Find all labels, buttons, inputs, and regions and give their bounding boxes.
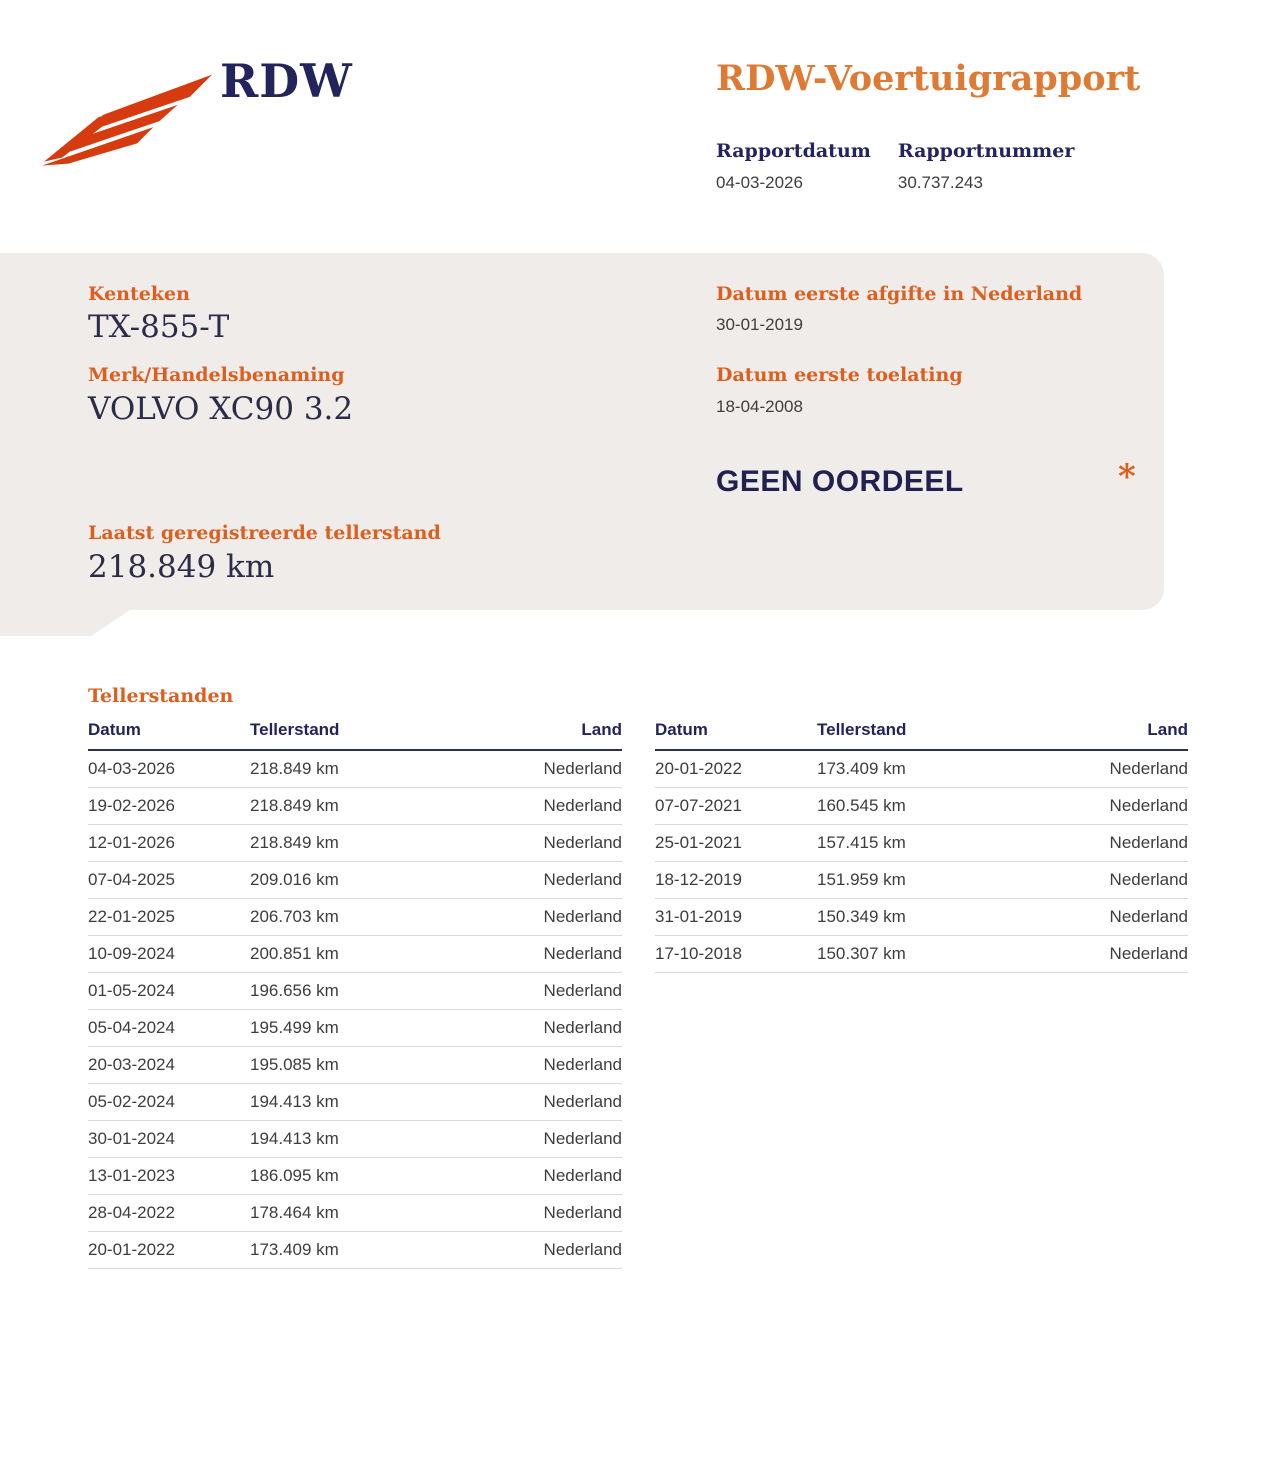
cell-land: Nederland <box>543 833 622 852</box>
cell-tellerstand: 150.307 km <box>817 944 906 963</box>
cell-tellerstand: 151.959 km <box>817 870 906 889</box>
cell-datum: 20-01-2022 <box>655 759 742 778</box>
cell-datum: 10-09-2024 <box>88 944 175 963</box>
cell-datum: 07-07-2021 <box>655 796 742 815</box>
cell-datum: 01-05-2024 <box>88 981 175 1000</box>
verdict-asterisk: * <box>1118 457 1136 497</box>
column-header-tellerstand: Tellerstand <box>250 720 340 739</box>
column-header-datum: Datum <box>88 720 141 739</box>
table-row <box>88 936 622 973</box>
cell-land: Nederland <box>1109 833 1188 852</box>
cell-land: Nederland <box>1109 796 1188 815</box>
eerste-toelating-value: 18-04-2008 <box>716 397 803 416</box>
cell-tellerstand: 195.499 km <box>250 1018 339 1037</box>
cell-land: Nederland <box>543 1240 622 1259</box>
table-row <box>655 936 1188 973</box>
cell-datum: 13-01-2023 <box>88 1166 175 1185</box>
table-body-right <box>655 751 1188 973</box>
table-row <box>655 825 1188 862</box>
cell-land: Nederland <box>543 759 622 778</box>
cell-tellerstand: 218.849 km <box>250 759 339 778</box>
cell-land: Nederland <box>543 1092 622 1111</box>
cell-land: Nederland <box>1109 907 1188 926</box>
cell-tellerstand: 173.409 km <box>250 1240 339 1259</box>
cell-tellerstand: 186.095 km <box>250 1166 339 1185</box>
table-header-row <box>655 714 1188 751</box>
cell-datum: 22-01-2025 <box>88 907 175 926</box>
eerste-afgifte-label: Datum eerste afgifte in Nederland <box>716 283 1083 305</box>
table-row <box>88 899 622 936</box>
column-header-datum: Datum <box>655 720 708 739</box>
tellerstand-label: Laatst geregistreerde tellerstand <box>88 522 441 544</box>
table-row <box>88 1195 622 1232</box>
report-number-label: Rapportnummer <box>897 140 1075 162</box>
cell-land: Nederland <box>543 1203 622 1222</box>
verdict-text: GEEN OORDEEL <box>716 465 964 498</box>
rdw-logo-text: RDW <box>220 54 353 108</box>
table-row <box>655 899 1188 936</box>
vehicle-summary-panel <box>0 253 1164 610</box>
cell-land: Nederland <box>1109 944 1188 963</box>
eerste-toelating-label: Datum eerste toelating <box>716 364 963 386</box>
cell-datum: 04-03-2026 <box>88 759 175 778</box>
cell-tellerstand: 178.464 km <box>250 1203 339 1222</box>
table-row <box>88 751 622 788</box>
eerste-afgifte-value: 30-01-2019 <box>716 315 803 334</box>
column-header-tellerstand: Tellerstand <box>817 720 907 739</box>
cell-tellerstand: 218.849 km <box>250 796 339 815</box>
kenteken-label: Kenteken <box>88 283 190 305</box>
report-number-block <box>898 140 1075 193</box>
cell-datum: 07-04-2025 <box>88 870 175 889</box>
tellerstanden-heading: Tellerstanden <box>88 685 234 707</box>
cell-tellerstand: 200.851 km <box>250 944 339 963</box>
table-row <box>655 862 1188 899</box>
cell-tellerstand: 194.413 km <box>250 1092 339 1111</box>
column-header-land: Land <box>1147 720 1188 739</box>
tellerstanden-table-left <box>88 714 622 1269</box>
cell-datum: 20-01-2022 <box>88 1240 175 1259</box>
report-title: RDW-Voertuigrapport <box>716 58 1141 99</box>
cell-land: Nederland <box>543 981 622 1000</box>
cell-tellerstand: 173.409 km <box>817 759 906 778</box>
tellerstanden-table-right <box>655 714 1188 973</box>
table-row <box>88 1010 622 1047</box>
report-date-value: 04-03-2026 <box>716 173 803 192</box>
cell-land: Nederland <box>543 1018 622 1037</box>
table-row <box>88 1158 622 1195</box>
report-date-block <box>716 140 871 193</box>
cell-tellerstand: 196.656 km <box>250 981 339 1000</box>
table-row <box>88 862 622 899</box>
table-row <box>88 1121 622 1158</box>
table-row <box>655 788 1188 825</box>
cell-tellerstand: 157.415 km <box>817 833 906 852</box>
cell-tellerstand: 209.016 km <box>250 870 339 889</box>
cell-datum: 18-12-2019 <box>655 870 742 889</box>
merk-value: VOLVO XC90 3.2 <box>88 391 354 427</box>
report-date-label: Rapportdatum <box>716 140 871 162</box>
cell-tellerstand: 218.849 km <box>250 833 339 852</box>
cell-datum: 30-01-2024 <box>88 1129 175 1148</box>
cell-land: Nederland <box>543 870 622 889</box>
table-header-row <box>88 714 622 751</box>
merk-label: Merk/Handelsbenaming <box>88 364 345 386</box>
cell-land: Nederland <box>543 944 622 963</box>
tellerstand-value: 218.849 km <box>88 549 275 585</box>
cell-datum: 05-04-2024 <box>88 1018 175 1037</box>
cell-tellerstand: 160.545 km <box>817 796 906 815</box>
rdw-logo-icon <box>40 56 212 168</box>
table-body-left <box>88 751 622 1269</box>
column-header-land: Land <box>581 720 622 739</box>
cell-land: Nederland <box>1109 870 1188 889</box>
cell-datum: 19-02-2026 <box>88 796 175 815</box>
cell-tellerstand: 206.703 km <box>250 907 339 926</box>
cell-datum: 31-01-2019 <box>655 907 742 926</box>
table-row <box>88 788 622 825</box>
cell-datum: 20-03-2024 <box>88 1055 175 1074</box>
report-number-value: 30.737.243 <box>897 173 983 192</box>
kenteken-value: TX-855-T <box>88 309 230 345</box>
cell-land: Nederland <box>1109 759 1188 778</box>
cell-land: Nederland <box>543 1055 622 1074</box>
cell-tellerstand: 150.349 km <box>817 907 906 926</box>
cell-datum: 17-10-2018 <box>655 944 742 963</box>
table-row <box>655 751 1188 788</box>
cell-land: Nederland <box>543 1166 622 1185</box>
cell-datum: 28-04-2022 <box>88 1203 175 1222</box>
cell-datum: 12-01-2026 <box>88 833 175 852</box>
cell-datum: 25-01-2021 <box>655 833 742 852</box>
report-meta <box>716 140 1074 193</box>
table-row <box>88 1047 622 1084</box>
cell-land: Nederland <box>543 907 622 926</box>
cell-land: Nederland <box>543 1129 622 1148</box>
cell-datum: 05-02-2024 <box>88 1092 175 1111</box>
table-row <box>88 973 622 1010</box>
table-row <box>88 1232 622 1269</box>
table-row <box>88 825 622 862</box>
table-row <box>88 1084 622 1121</box>
cell-land: Nederland <box>543 796 622 815</box>
cell-tellerstand: 195.085 km <box>250 1055 339 1074</box>
cell-tellerstand: 194.413 km <box>250 1129 339 1148</box>
